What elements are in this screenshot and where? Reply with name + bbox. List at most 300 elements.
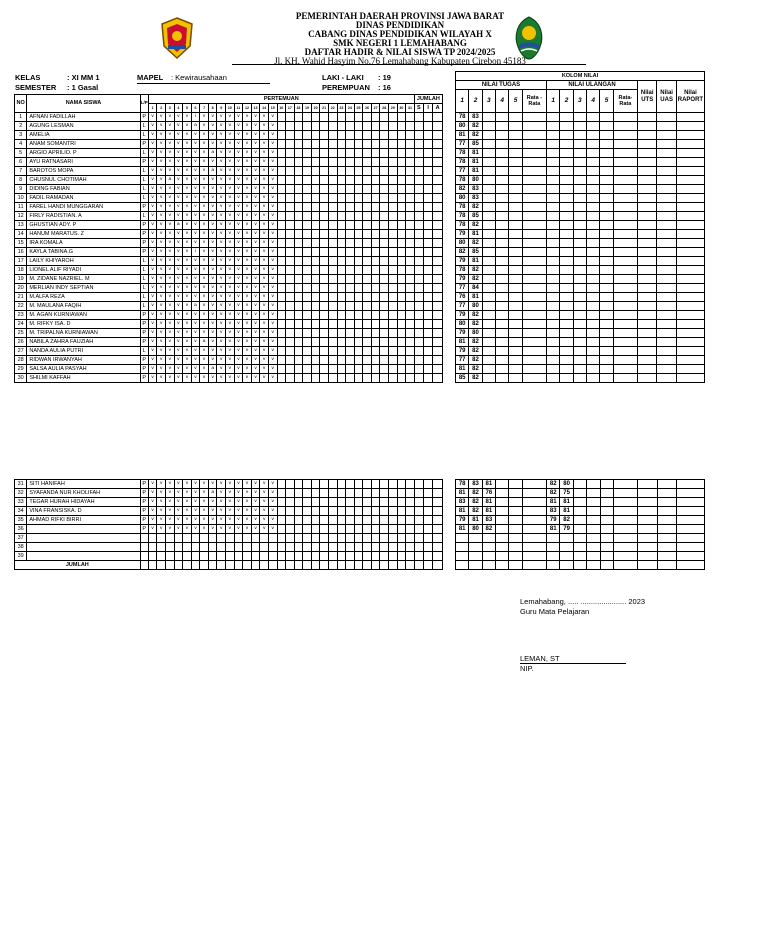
- attendance-mark: v: [226, 498, 235, 507]
- attendance-mark: v: [157, 158, 166, 167]
- attendance-mark: [337, 131, 346, 140]
- attendance-mark: v: [268, 338, 277, 347]
- tugas-score: [496, 543, 509, 552]
- attendance-mark: v: [226, 140, 235, 149]
- score-row: [456, 480, 705, 489]
- alpa-count: [433, 507, 443, 516]
- attendance-mark: [303, 248, 312, 257]
- student-row: [15, 525, 443, 534]
- attendance-mark: v: [157, 480, 166, 489]
- attendance-mark: v: [243, 140, 252, 149]
- rata-ulangan: [613, 498, 637, 507]
- attendance-mark: v: [165, 347, 174, 356]
- rata-tugas: [522, 320, 546, 329]
- ulangan-score: [587, 356, 600, 365]
- alpa-count: [433, 480, 443, 489]
- ulangan-score: [547, 347, 560, 356]
- raport-score: [676, 338, 704, 347]
- attendance-mark: [320, 507, 329, 516]
- sakit-count: [414, 131, 423, 140]
- attendance-mark: v: [251, 212, 260, 221]
- attendance-mark: v: [260, 140, 269, 149]
- attendance-mark: v: [268, 113, 277, 122]
- attendance-mark: [346, 176, 355, 185]
- meeting-number-header: 9: [217, 104, 226, 113]
- raport-score: [676, 302, 704, 311]
- ulangan-score: [600, 507, 613, 516]
- attendance-mark: v: [200, 257, 209, 266]
- student-row: [15, 329, 443, 338]
- attendance-mark: v: [268, 266, 277, 275]
- meeting-number-header: 26: [363, 104, 372, 113]
- tugas-number-header: 5: [509, 90, 522, 113]
- attendance-mark: v: [174, 320, 183, 329]
- score-row: [456, 302, 705, 311]
- tugas-score: 84: [469, 284, 482, 293]
- student-no: 30: [15, 374, 27, 383]
- attendance-mark: [363, 525, 372, 534]
- document-header: [200, 12, 600, 66]
- uts-score: [638, 158, 657, 167]
- attendance-mark: [311, 320, 320, 329]
- student-gender: L: [140, 284, 148, 293]
- score-row: [456, 176, 705, 185]
- semester-label: SEMESTER: [15, 83, 57, 92]
- izin-count: [424, 284, 433, 293]
- attendance-mark: [277, 149, 286, 158]
- attendance-mark: [328, 131, 337, 140]
- score-row: [456, 507, 705, 516]
- attendance-mark: v: [251, 131, 260, 140]
- izin-count: [424, 525, 433, 534]
- attendance-mark: v: [251, 167, 260, 176]
- uas-score: [657, 140, 676, 149]
- student-row: [15, 221, 443, 230]
- attendance-mark: a: [208, 149, 217, 158]
- attendance-mark: v: [226, 149, 235, 158]
- attendance-mark: [354, 131, 363, 140]
- izin-count: [424, 534, 433, 543]
- attendance-mark: [294, 140, 303, 149]
- ulangan-score: [547, 365, 560, 374]
- attendance-mark: v: [174, 113, 183, 122]
- attendance-mark: v: [251, 347, 260, 356]
- attendance-mark: v: [234, 284, 243, 293]
- rata-tugas: [522, 113, 546, 122]
- ulangan-score: [573, 365, 586, 374]
- attendance-mark: [311, 185, 320, 194]
- student-no: 17: [15, 257, 27, 266]
- footer-cell: [208, 561, 217, 570]
- attendance-mark: v: [260, 498, 269, 507]
- attendance-mark: v: [226, 167, 235, 176]
- student-name: KAYLA TABINA.G: [27, 248, 140, 257]
- student-name: ARGIO APRILIO. P: [27, 149, 140, 158]
- ulangan-score: [547, 293, 560, 302]
- attendance-mark: v: [183, 248, 192, 257]
- attendance-mark: [389, 356, 398, 365]
- raport-score: [676, 140, 704, 149]
- uas-score: [657, 552, 676, 561]
- attendance-mark: v: [148, 113, 157, 122]
- attendance-mark: [166, 534, 175, 543]
- ulangan-score: [573, 275, 586, 284]
- uts-score: [638, 230, 657, 239]
- ulangan-score: [547, 338, 560, 347]
- rata-ulangan: [613, 149, 637, 158]
- attendance-mark: [294, 302, 303, 311]
- attendance-mark: v: [157, 113, 166, 122]
- ulangan-score: [600, 302, 613, 311]
- attendance-mark: v: [260, 221, 269, 230]
- rata-tugas: [522, 212, 546, 221]
- rata-tugas: [522, 516, 546, 525]
- ulangan-score: [560, 185, 573, 194]
- student-gender: L: [140, 131, 148, 140]
- student-gender: L: [140, 194, 148, 203]
- raport-score: [676, 365, 704, 374]
- attendance-mark: [406, 498, 415, 507]
- attendance-mark: v: [148, 516, 157, 525]
- attendance-mark: [389, 284, 398, 293]
- attendance-mark: [397, 320, 406, 329]
- attendance-mark: [277, 329, 286, 338]
- attendance-mark: v: [166, 489, 175, 498]
- ulangan-score: [547, 131, 560, 140]
- rata-ulangan: [613, 284, 637, 293]
- ulangan-score: [600, 480, 613, 489]
- ulangan-score: [547, 158, 560, 167]
- attendance-mark: v: [251, 140, 260, 149]
- attendance-mark: v: [217, 131, 226, 140]
- student-name: VINA FRANSISKA. D: [27, 507, 140, 516]
- attendance-mark: v: [260, 311, 269, 320]
- tugas-score: [482, 302, 495, 311]
- attendance-mark: [363, 552, 372, 561]
- score-footer-cell: [482, 561, 495, 570]
- rata-tugas: [522, 284, 546, 293]
- tugas-score: [496, 230, 509, 239]
- attendance-mark: [406, 167, 415, 176]
- attendance-mark: v: [208, 221, 217, 230]
- attendance-mark: [354, 221, 363, 230]
- ulangan-score: [573, 338, 586, 347]
- attendance-mark: v: [234, 230, 243, 239]
- attendance-mark: [363, 194, 372, 203]
- attendance-mark: [208, 552, 217, 561]
- attendance-mark: [311, 293, 320, 302]
- attendance-mark: v: [260, 167, 269, 176]
- footer-cell: [337, 561, 346, 570]
- attendance-mark: v: [200, 347, 209, 356]
- attendance-mark: [406, 131, 415, 140]
- attendance-mark: [286, 480, 295, 489]
- attendance-mark: v: [191, 356, 200, 365]
- ulangan-score: [573, 284, 586, 293]
- attendance-mark: [311, 507, 320, 516]
- attendance-mark: [371, 122, 380, 131]
- attendance-mark: v: [268, 489, 277, 498]
- ulangan-score: [587, 131, 600, 140]
- ulangan-score: [600, 552, 613, 561]
- attendance-mark: v: [191, 311, 200, 320]
- attendance-mark: [294, 347, 303, 356]
- attendance-mark: v: [200, 194, 209, 203]
- rata-ulangan: [613, 140, 637, 149]
- attendance-mark: v: [183, 320, 192, 329]
- uts-score: [638, 293, 657, 302]
- attendance-mark: [303, 122, 312, 131]
- attendance-mark: v: [200, 176, 209, 185]
- attendance-mark: [328, 365, 337, 374]
- attendance-mark: [286, 194, 295, 203]
- student-gender: P: [140, 356, 148, 365]
- tugas-score: [469, 543, 482, 552]
- attendance-mark: [337, 489, 346, 498]
- tugas-score: [496, 221, 509, 230]
- rata-tugas: [522, 185, 546, 194]
- rata-ulangan: [613, 257, 637, 266]
- attendance-mark: [406, 149, 415, 158]
- attendance-mark: [294, 149, 303, 158]
- attendance-mark: [328, 185, 337, 194]
- uts-score: [638, 525, 657, 534]
- ulangan-score: [600, 525, 613, 534]
- attendance-mark: a: [165, 176, 174, 185]
- attendance-mark: [294, 257, 303, 266]
- score-footer-cell: [456, 561, 469, 570]
- tugas-score: [496, 311, 509, 320]
- tugas-score: [509, 230, 522, 239]
- attendance-mark: v: [268, 507, 277, 516]
- rata-ulangan: [613, 113, 637, 122]
- ulangan-score: [587, 203, 600, 212]
- attendance-mark: v: [260, 131, 269, 140]
- student-name: SALSA AULIA PASYAH: [27, 365, 140, 374]
- attendance-mark: [363, 167, 372, 176]
- ulangan-score: 81: [560, 498, 573, 507]
- attendance-mark: [337, 248, 346, 257]
- attendance-mark: [380, 480, 389, 489]
- tugas-score: 82: [469, 356, 482, 365]
- student-gender: P: [140, 140, 148, 149]
- student-no: 23: [15, 311, 27, 320]
- attendance-mark: [354, 543, 363, 552]
- izin-count: [424, 498, 433, 507]
- attendance-mark: v: [174, 266, 183, 275]
- attendance-mark: [363, 311, 372, 320]
- student-no: 7: [15, 167, 27, 176]
- tugas-score: 78: [456, 113, 469, 122]
- attendance-mark: [294, 543, 303, 552]
- score-footer-cell: [613, 561, 637, 570]
- raport-score: [676, 176, 704, 185]
- ulangan-score: [560, 311, 573, 320]
- attendance-mark: v: [157, 329, 166, 338]
- attendance-mark: [286, 149, 295, 158]
- attendance-mark: v: [166, 516, 175, 525]
- attendance-mark: [346, 365, 355, 374]
- attendance-mark: [311, 525, 320, 534]
- rata-tugas: [522, 131, 546, 140]
- student-gender: P: [140, 329, 148, 338]
- attendance-mark: [397, 248, 406, 257]
- attendance-mark: [346, 221, 355, 230]
- attendance-mark: v: [234, 131, 243, 140]
- attendance-mark: v: [183, 149, 192, 158]
- attendance-mark: v: [260, 338, 269, 347]
- meeting-number-header: 12: [243, 104, 252, 113]
- ulangan-score: [560, 365, 573, 374]
- attendance-mark: [320, 131, 329, 140]
- attendance-mark: v: [165, 248, 174, 257]
- attendance-mark: [303, 374, 312, 383]
- student-gender: P: [140, 498, 148, 507]
- sakit-count: [414, 203, 423, 212]
- attendance-mark: v: [165, 293, 174, 302]
- ulangan-score: [587, 221, 600, 230]
- attendance-mark: [303, 185, 312, 194]
- attendance-mark: [286, 347, 295, 356]
- attendance-mark: [337, 293, 346, 302]
- student-name: TEGAR HURAH HIDAYAH: [27, 498, 140, 507]
- attendance-mark: [406, 534, 415, 543]
- jumlah-footer: JUMLAH: [15, 561, 141, 570]
- tugas-score: 80: [469, 329, 482, 338]
- attendance-mark: [294, 203, 303, 212]
- student-row: [15, 212, 443, 221]
- attendance-mark: v: [157, 284, 166, 293]
- ulangan-number-header: 5: [600, 90, 613, 113]
- student-no: 13: [15, 221, 27, 230]
- attendance-mark: [363, 302, 372, 311]
- attendance-mark: v: [191, 507, 200, 516]
- rata-ulangan: [613, 248, 637, 257]
- meeting-number-header: 24: [346, 104, 355, 113]
- uas-score: [657, 158, 676, 167]
- score-row: [456, 248, 705, 257]
- attendance-mark: [389, 320, 398, 329]
- attendance-mark: [397, 507, 406, 516]
- attendance-mark: v: [157, 489, 166, 498]
- score-footer-cell: [638, 561, 657, 570]
- attendance-mark: v: [234, 203, 243, 212]
- meeting-number-header: 23: [337, 104, 346, 113]
- attendance-mark: v: [260, 158, 269, 167]
- attendance-mark: [243, 552, 252, 561]
- score-row: [456, 185, 705, 194]
- attendance-mark: v: [226, 338, 235, 347]
- tugas-score: [482, 212, 495, 221]
- tugas-score: 81: [469, 516, 482, 525]
- attendance-mark: [371, 320, 380, 329]
- ulangan-score: [587, 374, 600, 383]
- uas-score: [657, 302, 676, 311]
- tugas-score: 82: [469, 507, 482, 516]
- attendance-mark: [397, 140, 406, 149]
- attendance-mark: [148, 552, 157, 561]
- attendance-mark: [354, 516, 363, 525]
- rata-ulangan: [613, 525, 637, 534]
- attendance-mark: [303, 113, 312, 122]
- attendance-mark: v: [243, 275, 252, 284]
- attendance-mark: [303, 149, 312, 158]
- attendance-mark: v: [148, 374, 157, 383]
- attendance-mark: [380, 221, 389, 230]
- attendance-mark: [363, 516, 372, 525]
- tugas-score: [509, 203, 522, 212]
- ulangan-score: [547, 239, 560, 248]
- alpa-count: [433, 266, 443, 275]
- attendance-mark: [286, 356, 295, 365]
- attendance-mark: v: [174, 203, 183, 212]
- attendance-mark: [363, 356, 372, 365]
- attendance-mark: [406, 356, 415, 365]
- attendance-mark: [371, 543, 380, 552]
- attendance-mark: [380, 194, 389, 203]
- attendance-mark: [166, 543, 175, 552]
- attendance-mark: v: [191, 374, 200, 383]
- attendance-mark: [286, 516, 295, 525]
- rata-tugas: [522, 302, 546, 311]
- attendance-mark: v: [148, 311, 157, 320]
- attendance-mark: v: [243, 257, 252, 266]
- attendance-mark: [320, 374, 329, 383]
- score-row: [456, 221, 705, 230]
- student-row: [15, 543, 443, 552]
- attendance-mark: [320, 347, 329, 356]
- attendance-mark: v: [268, 525, 277, 534]
- rata-ulangan: [613, 293, 637, 302]
- attendance-mark: [234, 552, 243, 561]
- tugas-score: [509, 543, 522, 552]
- attendance-mark: v: [234, 167, 243, 176]
- student-row: [15, 516, 443, 525]
- attendance-mark: v: [226, 113, 235, 122]
- header-line-1: PEMERINTAH DAERAH PROVINSI JAWA BARAT: [295, 11, 505, 21]
- attendance-mark: [251, 552, 260, 561]
- attendance-mark: v: [183, 140, 192, 149]
- score-footer-cell: [522, 561, 546, 570]
- attendance-mark: v: [174, 176, 183, 185]
- ulangan-score: [600, 185, 613, 194]
- student-name: [27, 534, 140, 543]
- footer-cell: [346, 561, 355, 570]
- tugas-score: [496, 239, 509, 248]
- rata-ulangan: [613, 543, 637, 552]
- uas-score: [657, 284, 676, 293]
- attendance-mark: [328, 158, 337, 167]
- attendance-mark: v: [183, 347, 192, 356]
- attendance-mark: [294, 311, 303, 320]
- raport-score: [676, 347, 704, 356]
- attendance-mark: v: [217, 185, 226, 194]
- attendance-mark: [380, 257, 389, 266]
- tugas-score: [482, 167, 495, 176]
- student-row: [15, 347, 443, 356]
- attendance-mark: v: [268, 374, 277, 383]
- attendance-mark: [337, 498, 346, 507]
- tugas-score: [482, 194, 495, 203]
- attendance-mark: v: [157, 498, 166, 507]
- raport-score: [676, 131, 704, 140]
- attendance-mark: [320, 293, 329, 302]
- school-logo: [160, 16, 194, 60]
- rata-tugas: [522, 149, 546, 158]
- header-line-3: CABANG DINAS PENDIDIKAN WILAYAH X: [308, 29, 492, 39]
- sakit-count: [414, 347, 423, 356]
- ulangan-score: [600, 320, 613, 329]
